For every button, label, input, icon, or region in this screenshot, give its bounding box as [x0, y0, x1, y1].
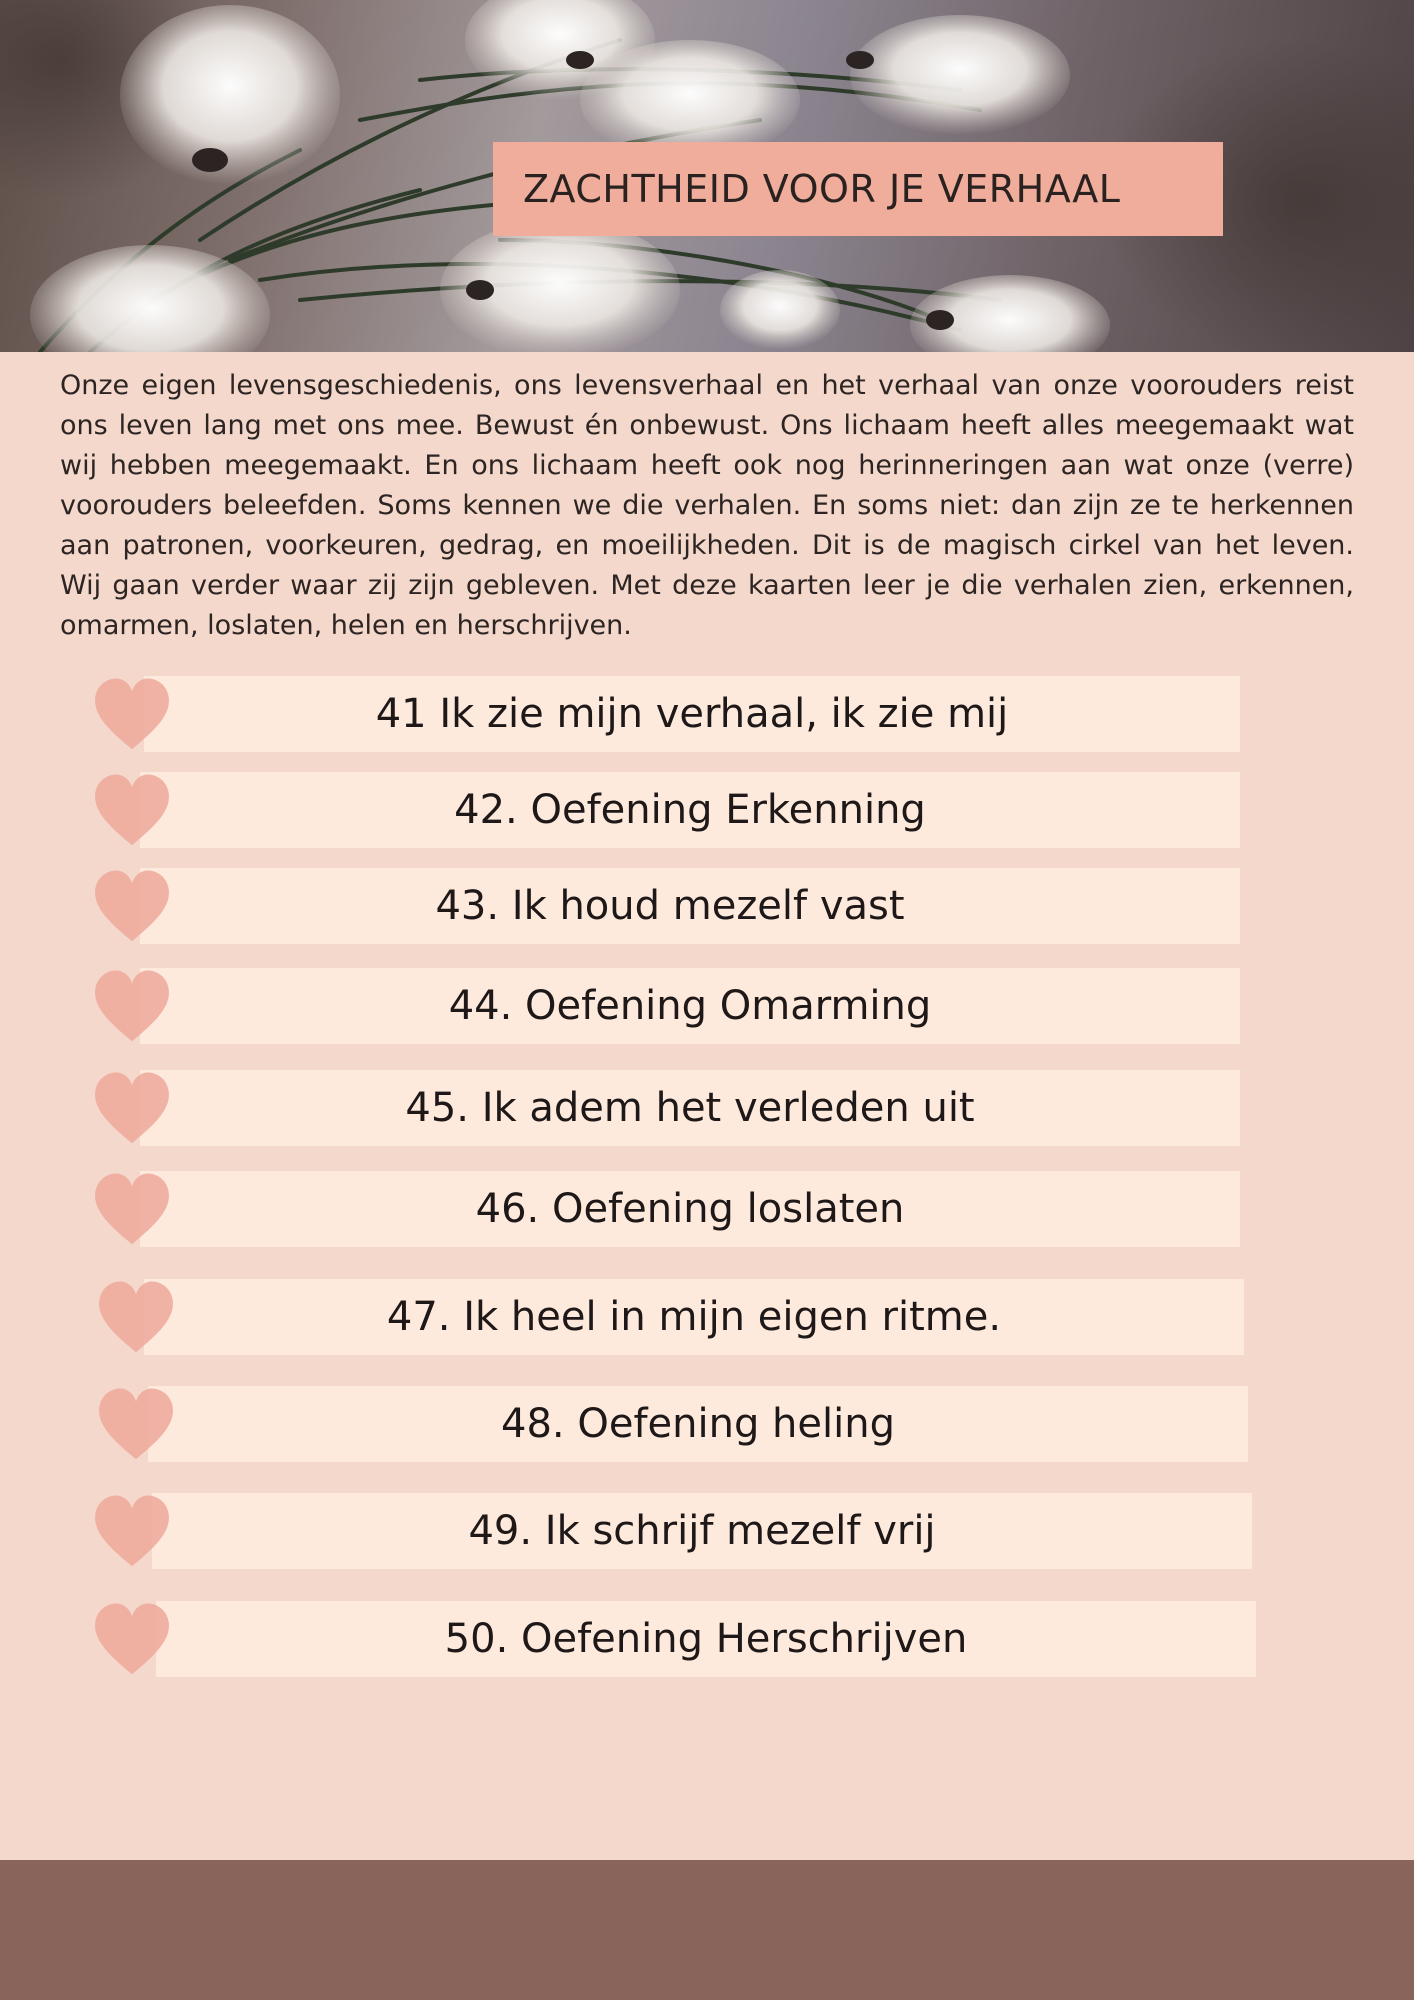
item-label: 45. Ik adem het verleden uit	[405, 1085, 975, 1131]
item-label: 46. Oefening loslaten	[475, 1186, 905, 1232]
item-label: 47. Ik heel in mijn eigen ritme.	[386, 1294, 1002, 1340]
heart-icon	[92, 675, 172, 753]
heart-icon	[92, 967, 172, 1045]
page-title-box	[493, 142, 1223, 236]
heart-icon	[92, 1069, 172, 1147]
footer-band	[0, 1860, 1414, 2000]
item-label: 43. Ik houd mezelf vast	[435, 883, 905, 929]
item-label: 48. Oefening heling	[501, 1401, 895, 1447]
item-label: 44. Oefening Omarming	[448, 983, 932, 1029]
item-label: 42. Oefening Erkenning	[454, 787, 926, 833]
heart-icon	[92, 1492, 172, 1570]
page-title: ZACHTHEID VOOR JE VERHAAL	[523, 167, 1121, 211]
header-photo	[0, 0, 1414, 352]
heart-icon	[92, 771, 172, 849]
intro-paragraph: Onze eigen levensgeschiedenis, ons levensverhaal en het verhaal van onze voorouders reist ons leven lang met ons mee. Bewust én onbewust. Ons lichaam heeft alles meegemaakt wat wij hebben meegemaakt. En ons lichaam heeft ook nog herinneringen aan wat onze (verre) voorouders beleefden. Soms kennen we die verhalen. En soms niet: dan zijn ze te herkennen aan patronen, voorkeuren, gedrag, en moeilijkheden. Dit is de magisch cirkel van het leven. Wij gaan verder waar zij zijn gebleven. Met deze kaarten leer je die verhalen zien, erkennen, omarmen, loslaten, helen en herschrijven.	[60, 370, 1354, 641]
item-label: 50. Oefening Herschrijven	[444, 1616, 968, 1662]
heart-icon	[96, 1385, 176, 1463]
heart-icon	[92, 1170, 172, 1248]
heart-icon	[96, 1278, 176, 1356]
item-label: 49. Ik schrijf mezelf vrij	[468, 1508, 936, 1554]
item-label: 41 Ik zie mijn verhaal, ik zie mij	[375, 691, 1009, 737]
heart-icon	[92, 867, 172, 945]
heart-icon	[92, 1600, 172, 1678]
